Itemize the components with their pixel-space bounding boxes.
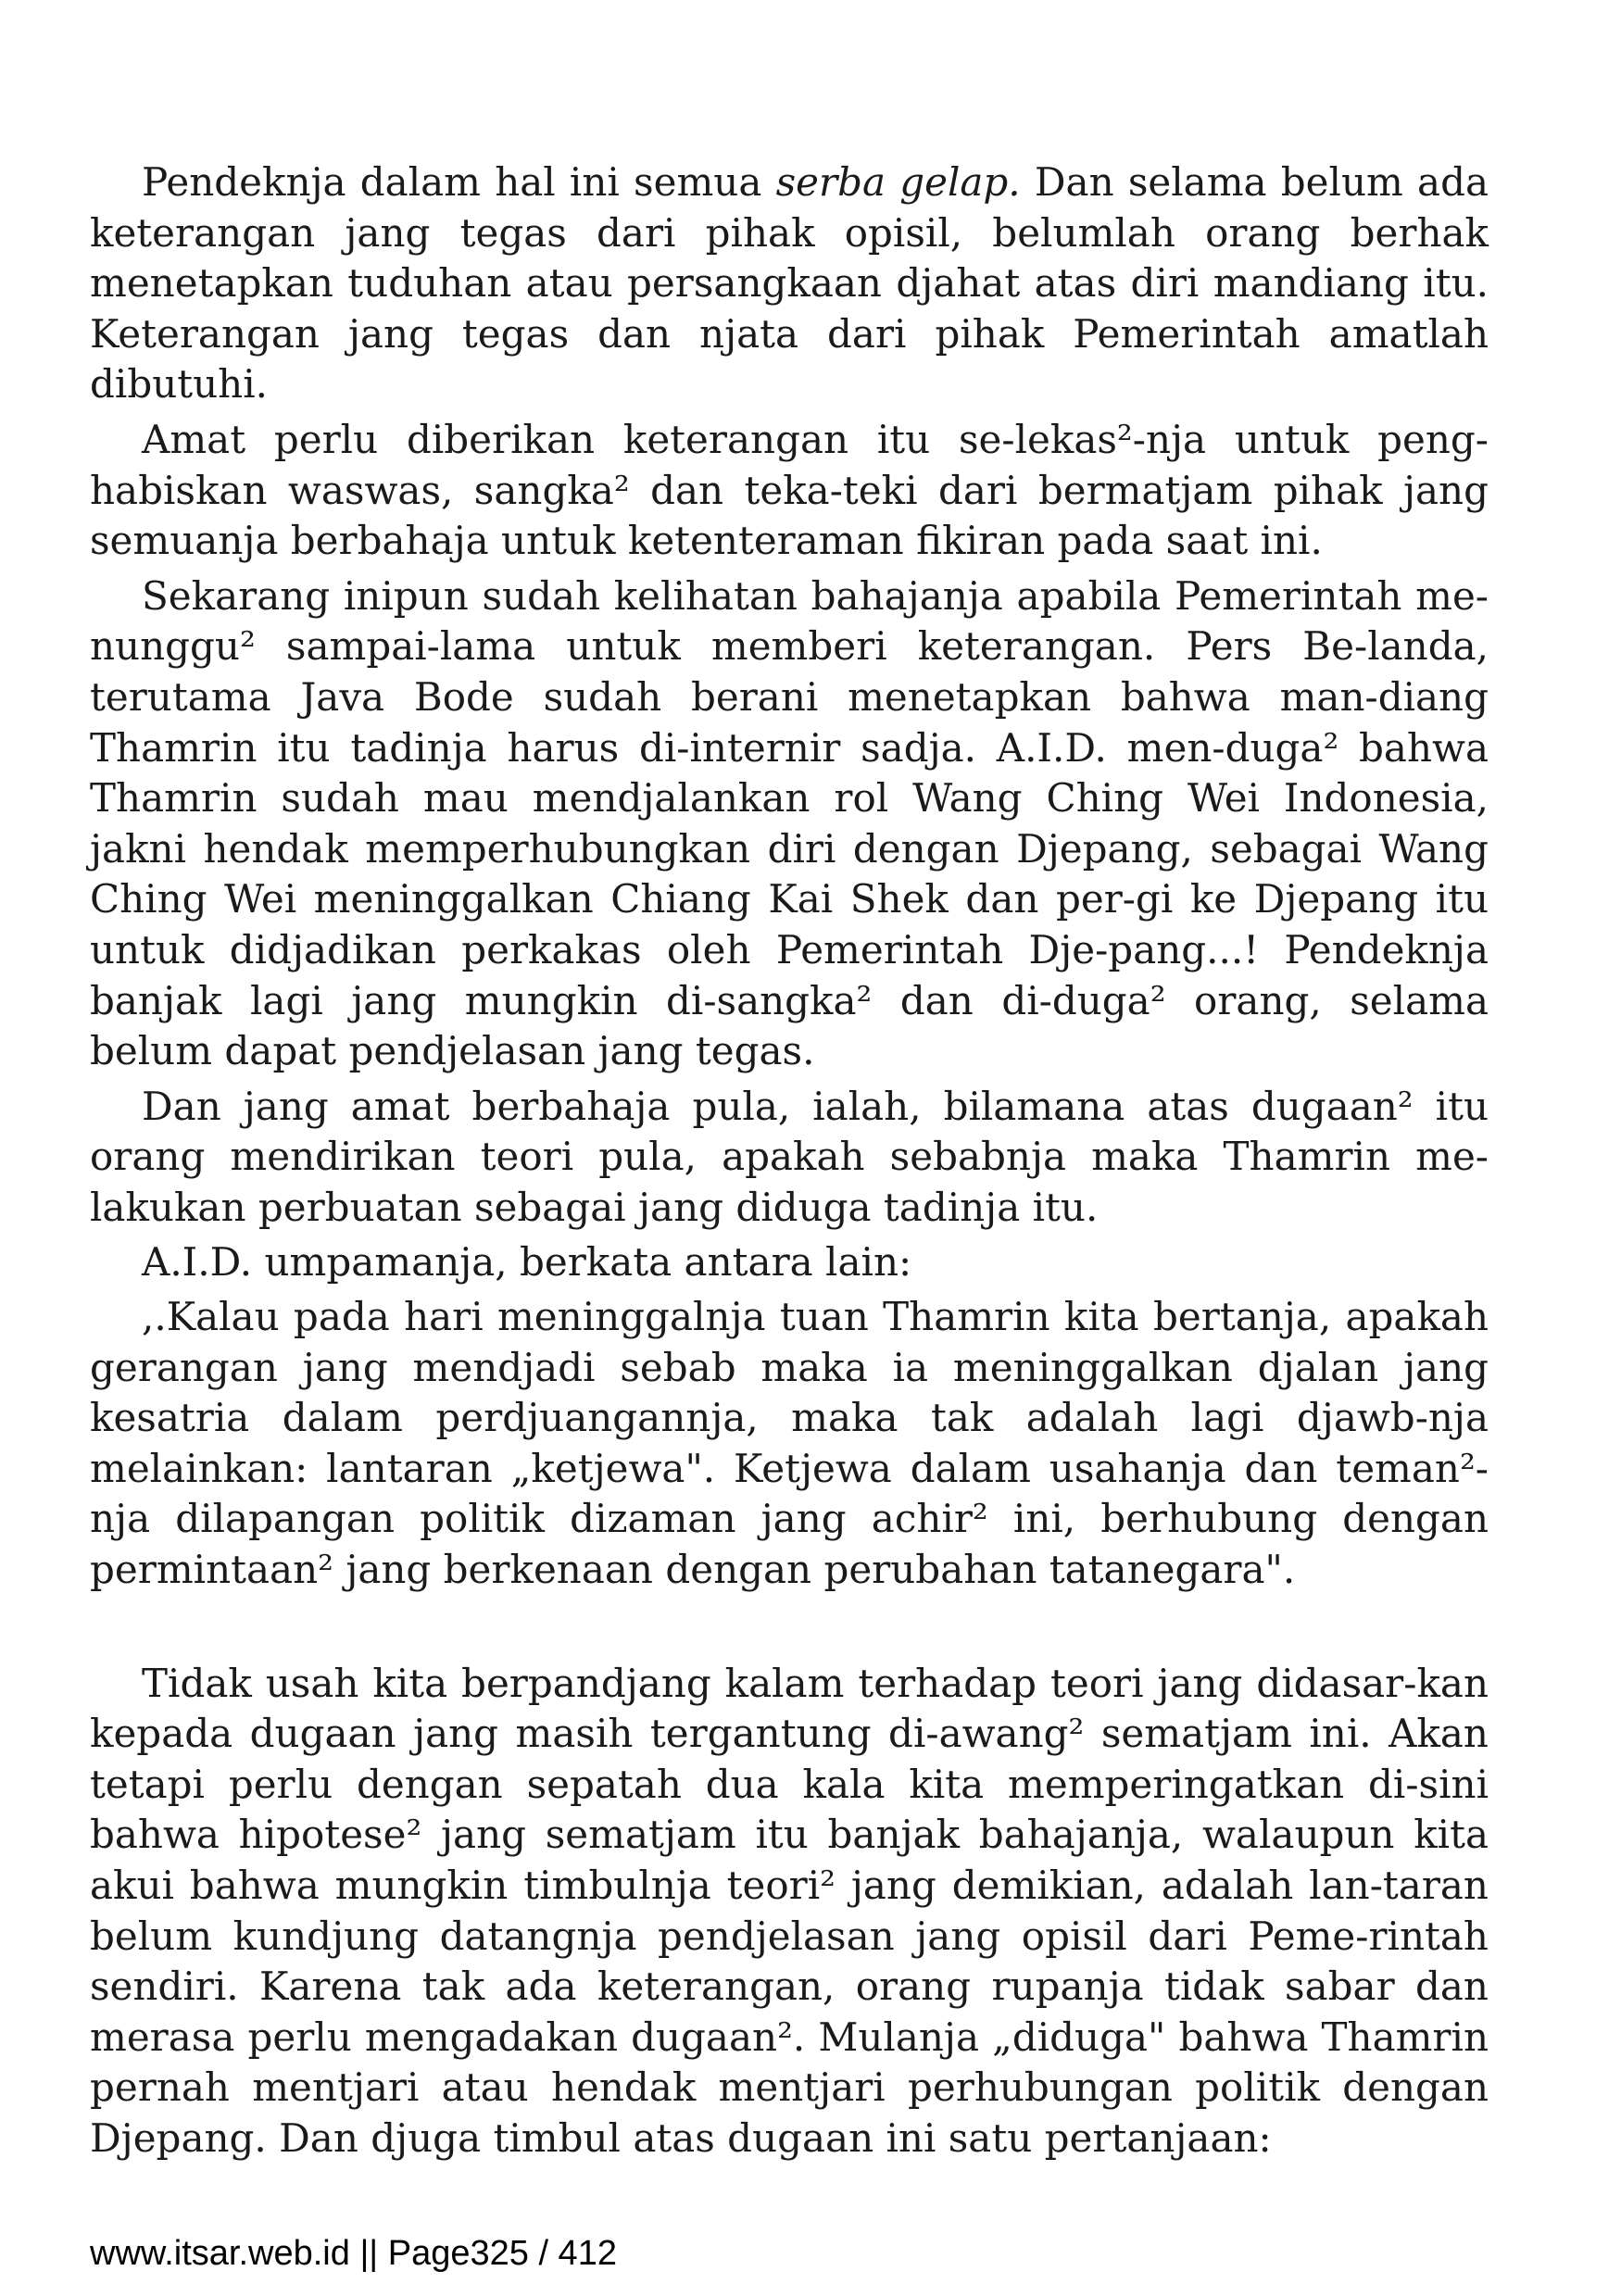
text-segment: A.I.D. umpamanja, berkata antara lain: (142, 1239, 912, 1286)
page-footer: www.itsar.web.id || Page325 / 412 (90, 2234, 617, 2273)
paragraph-1 (90, 157, 1489, 410)
italic-phrase: serba gelap. (775, 159, 1021, 205)
text-segment: Sekarang inipun sudah kelihatan bahajanja apabila Pemerintah me-nunggu² sampai-lama untuk memberi keterangan. Pers Be-landa, terutama Java Bode sudah berani menetapkan bahwa man-diang Thamrin itu tadinja harus di-internir sadja. A.I.D. men-duga² bahwa Thamrin sudah mau mendjalankan rol Wang Ching Wei Indonesia, jakni hendak memperhubungkan diri dengan Djepang, sebagai Wang Ching Wei meninggalkan Chiang Kai Shek dan per-gi ke Djepang itu untuk didjadikan perkakas oleh Pemerintah Dje-pang...! Pendeknja banjak lagi jang mungkin di-sangka² dan di-duga² orang, selama belum dapat pendjelasan jang tegas. (90, 572, 1489, 1074)
text-segment: Dan jang amat berbahaja pula, ialah, bilamana atas dugaan² itu orang mendirikan teori pula, apakah sebabnja maka Thamrin me-lakukan perbuatan sebagai jang diduga tadinja itu. (90, 1083, 1489, 1230)
paragraph-7 (90, 1659, 1489, 2164)
text-segment: Tidak usah kita berpandjang kalam terhadap teori jang didasar-kan kepada dugaan jang masih tergantung di-awang² sematjam ini. Akan tetapi perlu dengan sepatah dua kala kita memperingatkan di-sini bahwa hipotese² jang sematjam itu banjak bahajanja, walaupun kita akui bahwa mungkin timbulnja teori² jang demikian, adalah lan-taran belum kundjung datangnja pendjelasan jang opisil dari Peme-rintah sendiri. Karena tak ada keterangan, orang rupanja tidak sabar dan merasa perlu mengadakan dugaan². Mulanja „diduga" bahwa Thamrin pernah mentjari atau hendak mentjari perhubungan politik dengan Djepang. Dan djuga timbul atas dugaan ini satu pertanjaan: (90, 1660, 1489, 2161)
text-segment: Pendeknja dalam hal ini semua (142, 159, 776, 205)
paragraph-5 (90, 1237, 1489, 1288)
quoted-paragraph (90, 1292, 1489, 1596)
paragraph-3 (90, 571, 1489, 1077)
paragraph-2 (90, 415, 1489, 567)
text-segment: ,.Kalau pada hari meninggalnja tuan Thamrin kita bertanja, apakah gerangan jang mendjadi sebab maka ia meninggalkan djalan jang kesatria dalam perdjuangannja, maka tak adalah lagi djawb-nja melainkan: lantaran „ketjewa". Ketjewa dalam usahanja dan teman²-nja dilapangan politik dizaman jang achir² ini, berhubung dengan permintaan² jang berkenaan dengan perubahan tatanegara". (90, 1294, 1489, 1593)
paragraph-4 (90, 1082, 1489, 1234)
text-segment: Amat perlu diberikan keterangan itu se-lekas²-nja untuk peng-habiskan waswas, sangka² dan teka-teki dari bermatjam pihak jang semuanja berbahaja untuk ketenteraman fikiran pada saat ini. (90, 416, 1489, 564)
text-segment: Dan selama belum ada keterangan jang tegas dari pihak opisil, belumlah orang berhak menetapkan tuduhan atau persangkaan djahat atas diri mandiang itu. Keterangan jang tegas dan njata dari pihak Pemerintah amatlah dibutuhi. (90, 159, 1489, 408)
body-text (90, 157, 1489, 2169)
